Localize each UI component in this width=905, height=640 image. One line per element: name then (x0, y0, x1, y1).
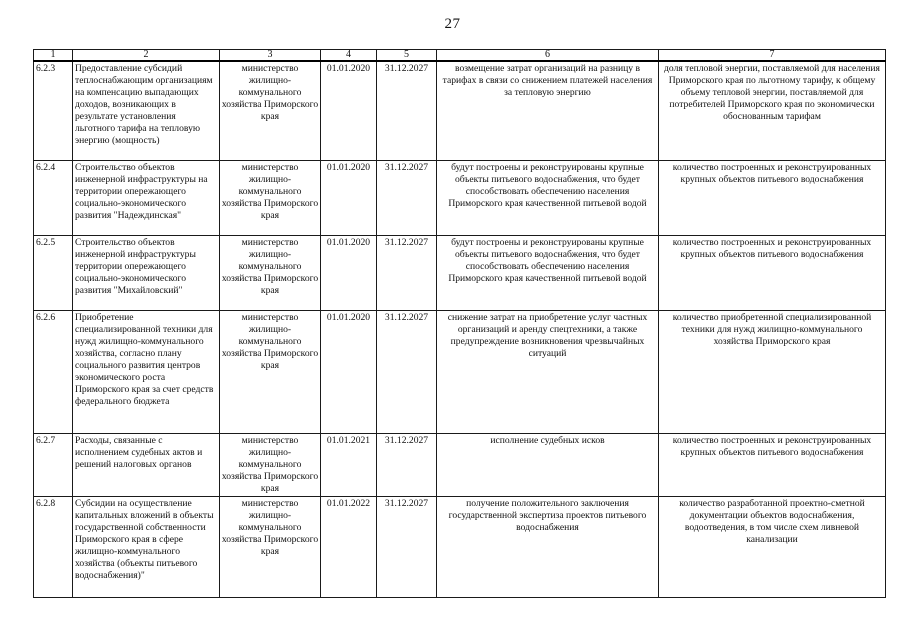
measure-name: Субсидии на осуществление капитальных вложений в объекты государственной собственности Приморского края в сфере жилищно-коммунального хозяйства (объекты питьевого водоснабжения)" (73, 497, 220, 598)
executor: министерство жилищно-коммунального хозяйства Приморского края (220, 61, 321, 161)
measure-name: Приобретение специализированной техники для нужд жилищно-коммунального хозяйства, согласно плану социального развития центров экономического роста Приморского края за счет средств федерального бюджета (73, 311, 220, 434)
column-header-5: 5 (377, 50, 437, 62)
column-header-6: 6 (437, 50, 659, 62)
column-header-4: 4 (321, 50, 377, 62)
row-number: 6.2.4 (34, 161, 73, 236)
end-date: 31.12.2027 (377, 311, 437, 434)
indicator: количество построенных и реконструированных крупных объектов питьевого водоснабжения (659, 161, 886, 236)
expected-result: будут построены и реконструированы крупные объекты питьевого водоснабжения, что будет способствовать обеспечению населения Приморского края качественной питьевой водой (437, 161, 659, 236)
executor: министерство жилищно-коммунального хозяйства Приморского края (220, 236, 321, 311)
start-date: 01.01.2020 (321, 236, 377, 311)
page-number: 27 (444, 16, 461, 32)
indicator: количество построенных и реконструированных крупных объектов питьевого водоснабжения (659, 434, 886, 497)
table-row (34, 61, 886, 161)
expected-result: будут построены и реконструированы крупные объекты питьевого водоснабжения, что будет способствовать обеспечению населения Приморского края качественной питьевой водой (437, 236, 659, 311)
row-number: 6.2.7 (34, 434, 73, 497)
table-row (34, 434, 886, 497)
end-date: 31.12.2027 (377, 236, 437, 311)
column-header-7: 7 (659, 50, 886, 62)
start-date: 01.01.2021 (321, 434, 377, 497)
row-number: 6.2.8 (34, 497, 73, 598)
column-header-3: 3 (220, 50, 321, 62)
column-header-1: 1 (34, 50, 73, 62)
start-date: 01.01.2020 (321, 161, 377, 236)
indicator: количество разработанной проектно-сметной документации объектов водоснабжения, водоотведения, в том числе схем ливневой канализации (659, 497, 886, 598)
measure-name: Строительство объектов инженерной инфраструктуры территории опережающего социально-экономического развития "Михайловский" (73, 236, 220, 311)
column-header-2: 2 (73, 50, 220, 62)
end-date: 31.12.2027 (377, 161, 437, 236)
table-row (34, 311, 886, 434)
executor: министерство жилищно-коммунального хозяйства Приморского края (220, 161, 321, 236)
measures-table (33, 49, 886, 598)
executor: министерство жилищно-коммунального хозяйства Приморского края (220, 497, 321, 598)
start-date: 01.01.2022 (321, 497, 377, 598)
measure-name: Расходы, связанные с исполнением судебных актов и решений налоговых органов (73, 434, 220, 497)
executor: министерство жилищно-коммунального хозяйства Приморского края (220, 311, 321, 434)
header-row (34, 50, 886, 62)
indicator: количество приобретенной специализированной техники для нужд жилищно-коммунального хозяйства Приморского края (659, 311, 886, 434)
end-date: 31.12.2027 (377, 434, 437, 497)
indicator: доля тепловой энергии, поставляемой для населения Приморского края по льготному тарифу, к общему объему тепловой энергии, поставляемой для потребителей Приморского края по экономически обоснованным тарифам (659, 61, 886, 161)
measure-name: Предоставление субсидий теплоснабжающим организациям на компенсацию выпадающих доходов, возникающих в результате установления льготного тарифа на тепловую энергию (мощность) (73, 61, 220, 161)
expected-result: возмещение затрат организаций на разницу в тарифах в связи со снижением платежей населения за тепловую энергию (437, 61, 659, 161)
row-number: 6.2.6 (34, 311, 73, 434)
row-number: 6.2.5 (34, 236, 73, 311)
end-date: 31.12.2027 (377, 497, 437, 598)
indicator: количество построенных и реконструированных крупных объектов питьевого водоснабжения (659, 236, 886, 311)
table-row (34, 497, 886, 598)
measure-name: Строительство объектов инженерной инфраструктуры на территории опережающего социально-экономического развития "Надеждинская" (73, 161, 220, 236)
expected-result: получение положительного заключения государственной экспертиза проектов питьевого водоснабжения (437, 497, 659, 598)
end-date: 31.12.2027 (377, 61, 437, 161)
expected-result: снижение затрат на приобретение услуг частных организаций и аренду спецтехники, а также предупреждение возникновения чрезвычайных ситуаций (437, 311, 659, 434)
table-row (34, 161, 886, 236)
row-number: 6.2.3 (34, 61, 73, 161)
start-date: 01.01.2020 (321, 61, 377, 161)
table-row (34, 236, 886, 311)
executor: министерство жилищно-коммунального хозяйства Приморского края (220, 434, 321, 497)
expected-result: исполнение судебных исков (437, 434, 659, 497)
start-date: 01.01.2020 (321, 311, 377, 434)
